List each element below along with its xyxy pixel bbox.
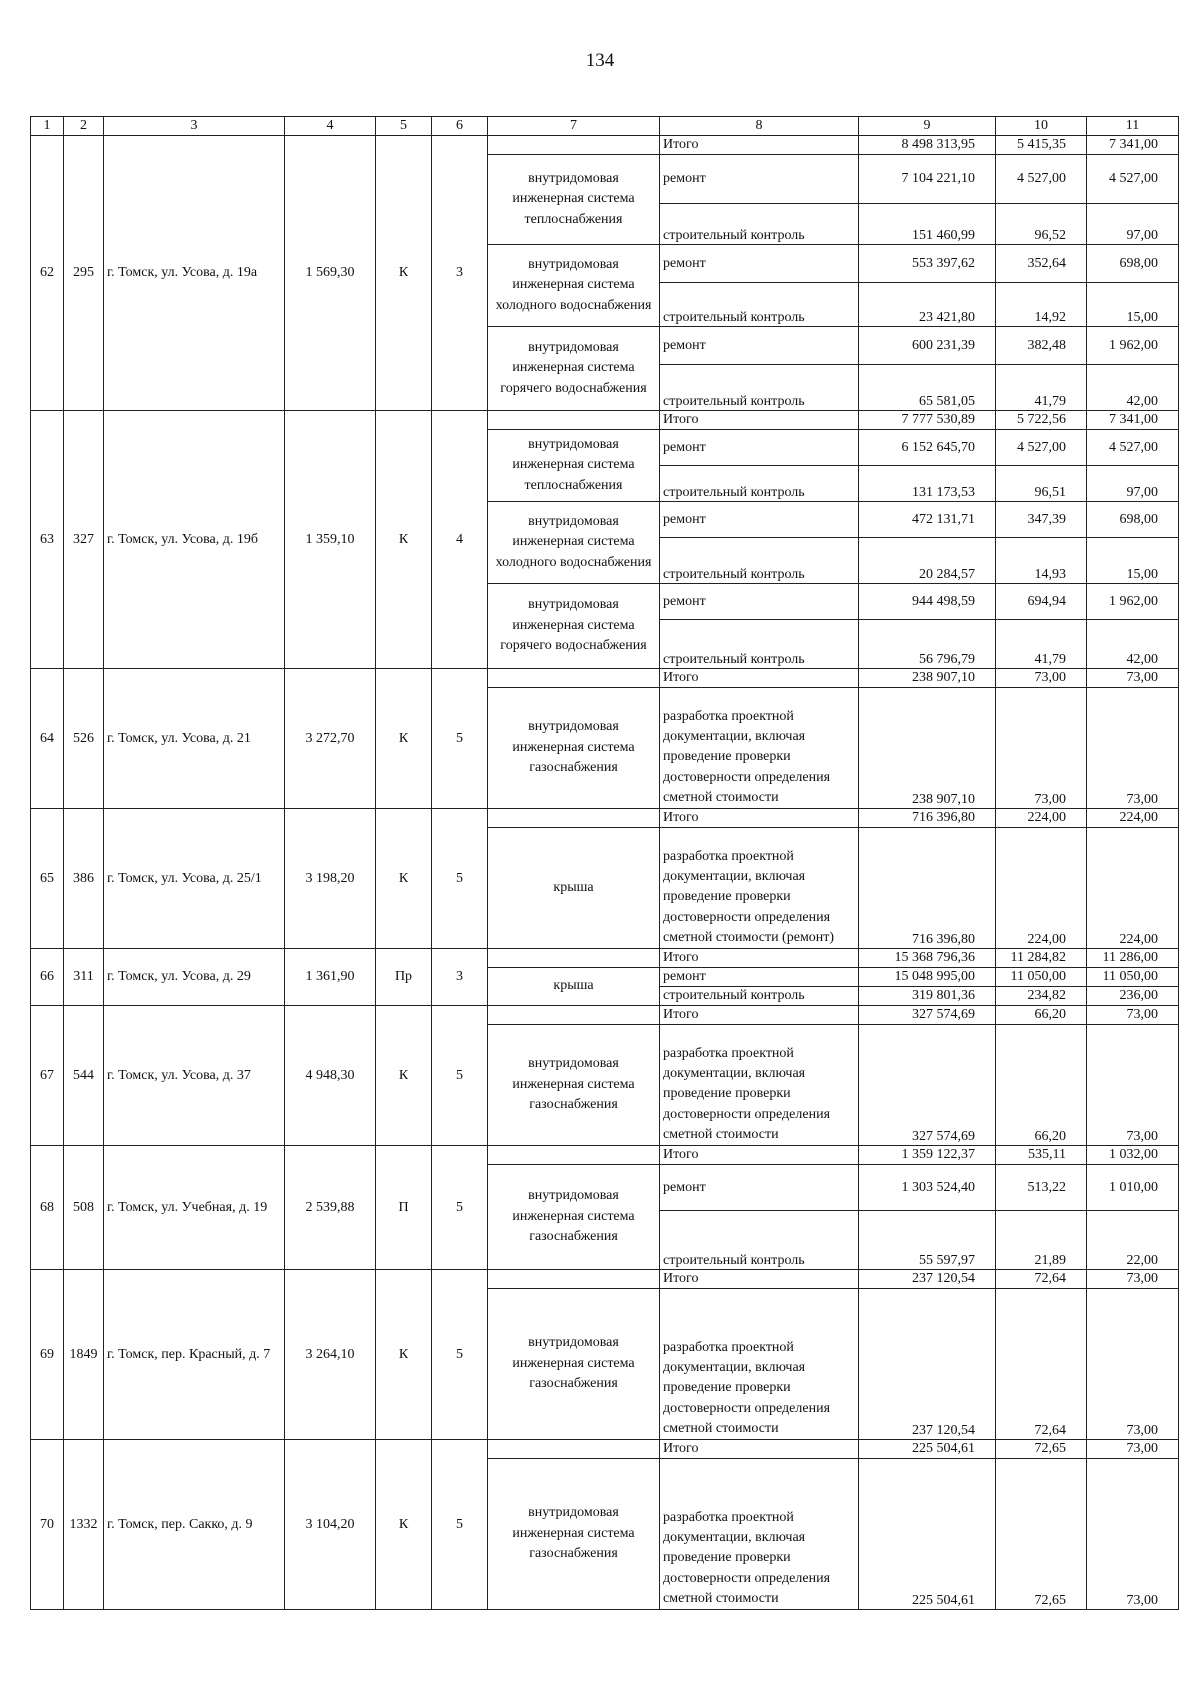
total-limit: 224,00	[1087, 809, 1179, 828]
work-type: ремонт	[660, 155, 859, 204]
work-type: разработка проектной документации, включая проведение проверки достоверности определения сметной стоимости	[660, 1025, 859, 1146]
total-per-m2: 535,11	[996, 1146, 1087, 1165]
per-m2: 21,89	[996, 1211, 1087, 1270]
cost: 55 597,97	[859, 1211, 996, 1270]
col-header-8: 8	[660, 117, 859, 136]
address: г. Томск, пер. Сакко, д. 9	[104, 1440, 285, 1610]
limit: 42,00	[1087, 365, 1179, 411]
cost: 1 303 524,40	[859, 1165, 996, 1211]
area: 1 361,90	[285, 949, 376, 1006]
work-type: разработка проектной документации, включая проведение проверки достоверности определения сметной стоимости	[660, 688, 859, 809]
header-row	[31, 117, 1179, 136]
system-name: внутридомовая инженерная система газоснабжения	[488, 1165, 660, 1270]
system-name: крыша	[488, 968, 660, 1006]
row-number: 68	[31, 1146, 64, 1270]
area: 1 359,10	[285, 411, 376, 669]
address: г. Томск, ул. Усова, д. 21	[104, 669, 285, 809]
total-per-m2: 11 284,82	[996, 949, 1087, 968]
limit: 73,00	[1087, 1459, 1179, 1610]
cost: 131 173,53	[859, 466, 996, 502]
total-cost: 8 498 313,95	[859, 136, 996, 155]
cost: 238 907,10	[859, 688, 996, 809]
col-header-5: 5	[376, 117, 432, 136]
total-limit: 7 341,00	[1087, 136, 1179, 155]
limit: 1 962,00	[1087, 327, 1179, 365]
total-cost: 225 504,61	[859, 1440, 996, 1459]
cost: 600 231,39	[859, 327, 996, 365]
system-name: внутридомовая инженерная система газоснабжения	[488, 1289, 660, 1440]
total-per-m2: 5 415,35	[996, 136, 1087, 155]
limit: 15,00	[1087, 538, 1179, 584]
per-m2: 382,48	[996, 327, 1087, 365]
work-type: ремонт	[660, 1165, 859, 1211]
per-m2: 352,64	[996, 245, 1087, 283]
house-code: 295	[64, 136, 104, 411]
total-limit: 11 286,00	[1087, 949, 1179, 968]
work-type: разработка проектной документации, включая проведение проверки достоверности определения сметной стоимости (ремонт)	[660, 828, 859, 949]
row-number: 66	[31, 949, 64, 1006]
area: 2 539,88	[285, 1146, 376, 1270]
limit: 97,00	[1087, 204, 1179, 245]
col-header-3: 3	[104, 117, 285, 136]
per-m2: 96,51	[996, 466, 1087, 502]
per-m2: 41,79	[996, 620, 1087, 669]
total-per-m2: 72,64	[996, 1270, 1087, 1289]
per-m2: 66,20	[996, 1025, 1087, 1146]
total-label: Итого	[660, 669, 859, 688]
address: г. Томск, ул. Усова, д. 25/1	[104, 809, 285, 949]
work-type: ремонт	[660, 584, 859, 620]
work-type: строительный контроль	[660, 283, 859, 327]
col-header-4: 4	[285, 117, 376, 136]
work-type: ремонт	[660, 968, 859, 987]
per-m2: 96,52	[996, 204, 1087, 245]
empty-cell	[488, 136, 660, 155]
table-row	[31, 1146, 1179, 1165]
limit: 97,00	[1087, 466, 1179, 502]
total-label: Итого	[660, 809, 859, 828]
cost: 20 284,57	[859, 538, 996, 584]
limit: 42,00	[1087, 620, 1179, 669]
wall-type: К	[376, 136, 432, 411]
work-type: ремонт	[660, 502, 859, 538]
cost: 319 801,36	[859, 987, 996, 1006]
cost: 7 104 221,10	[859, 155, 996, 204]
per-m2: 694,94	[996, 584, 1087, 620]
col-header-11: 11	[1087, 117, 1179, 136]
total-label: Итого	[660, 136, 859, 155]
cost: 944 498,59	[859, 584, 996, 620]
address: г. Томск, ул. Усова, д. 29	[104, 949, 285, 1006]
limit: 224,00	[1087, 828, 1179, 949]
empty-cell	[488, 411, 660, 430]
area: 3 272,70	[285, 669, 376, 809]
system-name: внутридомовая инженерная система теплоснабжения	[488, 430, 660, 502]
wall-type: К	[376, 1440, 432, 1610]
limit: 11 050,00	[1087, 968, 1179, 987]
system-name: внутридомовая инженерная система холодного водоснабжения	[488, 502, 660, 584]
system-name: внутридомовая инженерная система горячего водоснабжения	[488, 584, 660, 669]
area: 3 198,20	[285, 809, 376, 949]
total-per-m2: 73,00	[996, 669, 1087, 688]
floors: 3	[432, 949, 488, 1006]
per-m2: 41,79	[996, 365, 1087, 411]
table-row	[31, 136, 1179, 155]
table-row	[31, 809, 1179, 828]
address: г. Томск, пер. Красный, д. 7	[104, 1270, 285, 1440]
wall-type: П	[376, 1146, 432, 1270]
per-m2: 73,00	[996, 688, 1087, 809]
col-header-1: 1	[31, 117, 64, 136]
page-number: 134	[585, 50, 615, 71]
limit: 1 010,00	[1087, 1165, 1179, 1211]
row-number: 63	[31, 411, 64, 669]
area: 1 569,30	[285, 136, 376, 411]
cost: 65 581,05	[859, 365, 996, 411]
empty-cell	[488, 809, 660, 828]
work-type: строительный контроль	[660, 620, 859, 669]
cost: 472 131,71	[859, 502, 996, 538]
total-label: Итого	[660, 411, 859, 430]
total-cost: 238 907,10	[859, 669, 996, 688]
wall-type: К	[376, 1006, 432, 1146]
col-header-9: 9	[859, 117, 996, 136]
total-per-m2: 224,00	[996, 809, 1087, 828]
total-limit: 73,00	[1087, 1270, 1179, 1289]
empty-cell	[488, 1440, 660, 1459]
total-limit: 73,00	[1087, 1440, 1179, 1459]
address: г. Томск, ул. Усова, д. 19а	[104, 136, 285, 411]
empty-cell	[488, 1270, 660, 1289]
row-number: 70	[31, 1440, 64, 1610]
per-m2: 11 050,00	[996, 968, 1087, 987]
system-name: внутридомовая инженерная система газоснабжения	[488, 1459, 660, 1610]
total-cost: 1 359 122,37	[859, 1146, 996, 1165]
house-code: 1849	[64, 1270, 104, 1440]
work-type: ремонт	[660, 245, 859, 283]
row-number: 67	[31, 1006, 64, 1146]
work-type: строительный контроль	[660, 466, 859, 502]
wall-type: К	[376, 411, 432, 669]
total-cost: 237 120,54	[859, 1270, 996, 1289]
wall-type: К	[376, 669, 432, 809]
row-number: 69	[31, 1270, 64, 1440]
house-code: 1332	[64, 1440, 104, 1610]
address: г. Томск, ул. Усова, д. 37	[104, 1006, 285, 1146]
house-code: 544	[64, 1006, 104, 1146]
work-type: строительный контроль	[660, 365, 859, 411]
system-name: внутридомовая инженерная система холодного водоснабжения	[488, 245, 660, 327]
cost: 23 421,80	[859, 283, 996, 327]
cost: 237 120,54	[859, 1289, 996, 1440]
total-label: Итого	[660, 1146, 859, 1165]
cost: 225 504,61	[859, 1459, 996, 1610]
system-name: внутридомовая инженерная система газоснабжения	[488, 1025, 660, 1146]
row-number: 64	[31, 669, 64, 809]
col-header-6: 6	[432, 117, 488, 136]
cost: 716 396,80	[859, 828, 996, 949]
work-type: строительный контроль	[660, 987, 859, 1006]
row-number: 62	[31, 136, 64, 411]
per-m2: 72,64	[996, 1289, 1087, 1440]
limit: 73,00	[1087, 688, 1179, 809]
work-type: строительный контроль	[660, 538, 859, 584]
total-limit: 1 032,00	[1087, 1146, 1179, 1165]
floors: 5	[432, 1006, 488, 1146]
cost: 56 796,79	[859, 620, 996, 669]
total-label: Итого	[660, 1270, 859, 1289]
wall-type: Пр	[376, 949, 432, 1006]
total-cost: 15 368 796,36	[859, 949, 996, 968]
total-per-m2: 5 722,56	[996, 411, 1087, 430]
total-limit: 73,00	[1087, 1006, 1179, 1025]
per-m2: 14,92	[996, 283, 1087, 327]
cost: 15 048 995,00	[859, 968, 996, 987]
per-m2: 14,93	[996, 538, 1087, 584]
col-header-2: 2	[64, 117, 104, 136]
wall-type: К	[376, 809, 432, 949]
cost: 553 397,62	[859, 245, 996, 283]
limit: 4 527,00	[1087, 430, 1179, 466]
work-type: строительный контроль	[660, 1211, 859, 1270]
floors: 5	[432, 669, 488, 809]
empty-cell	[488, 949, 660, 968]
address: г. Томск, ул. Усова, д. 19б	[104, 411, 285, 669]
floors: 3	[432, 136, 488, 411]
table-row	[31, 669, 1179, 688]
total-label: Итого	[660, 949, 859, 968]
floors: 5	[432, 1440, 488, 1610]
area: 3 104,20	[285, 1440, 376, 1610]
house-code: 508	[64, 1146, 104, 1270]
per-m2: 347,39	[996, 502, 1087, 538]
total-per-m2: 72,65	[996, 1440, 1087, 1459]
address: г. Томск, ул. Учебная, д. 19	[104, 1146, 285, 1270]
system-name: внутридомовая инженерная система газоснабжения	[488, 688, 660, 809]
limit: 236,00	[1087, 987, 1179, 1006]
empty-cell	[488, 1006, 660, 1025]
limit: 4 527,00	[1087, 155, 1179, 204]
total-limit: 73,00	[1087, 669, 1179, 688]
table-row	[31, 1270, 1179, 1289]
floors: 5	[432, 809, 488, 949]
work-type: ремонт	[660, 430, 859, 466]
limit: 15,00	[1087, 283, 1179, 327]
total-cost: 716 396,80	[859, 809, 996, 828]
total-label: Итого	[660, 1440, 859, 1459]
system-name: внутридомовая инженерная система горячего водоснабжения	[488, 327, 660, 411]
floors: 5	[432, 1146, 488, 1270]
area: 4 948,30	[285, 1006, 376, 1146]
floors: 5	[432, 1270, 488, 1440]
wall-type: К	[376, 1270, 432, 1440]
col-header-10: 10	[996, 117, 1087, 136]
work-type: ремонт	[660, 327, 859, 365]
work-type: разработка проектной документации, включая проведение проверки достоверности определения сметной стоимости	[660, 1459, 859, 1610]
empty-cell	[488, 1146, 660, 1165]
limit: 73,00	[1087, 1025, 1179, 1146]
cost: 151 460,99	[859, 204, 996, 245]
floors: 4	[432, 411, 488, 669]
total-cost: 327 574,69	[859, 1006, 996, 1025]
table-row	[31, 411, 1179, 430]
total-cost: 7 777 530,89	[859, 411, 996, 430]
per-m2: 4 527,00	[996, 155, 1087, 204]
work-type: строительный контроль	[660, 204, 859, 245]
total-per-m2: 66,20	[996, 1006, 1087, 1025]
total-limit: 7 341,00	[1087, 411, 1179, 430]
house-code: 327	[64, 411, 104, 669]
table-row	[31, 949, 1179, 968]
house-code: 386	[64, 809, 104, 949]
table-row	[31, 1006, 1179, 1025]
total-label: Итого	[660, 1006, 859, 1025]
house-code: 526	[64, 669, 104, 809]
system-name: крыша	[488, 828, 660, 949]
per-m2: 72,65	[996, 1459, 1087, 1610]
system-name: внутридомовая инженерная система теплоснабжения	[488, 155, 660, 245]
limit: 698,00	[1087, 502, 1179, 538]
work-type: разработка проектной документации, включая проведение проверки достоверности определения сметной стоимости	[660, 1289, 859, 1440]
limit: 1 962,00	[1087, 584, 1179, 620]
limit: 698,00	[1087, 245, 1179, 283]
limit: 22,00	[1087, 1211, 1179, 1270]
empty-cell	[488, 669, 660, 688]
cost: 6 152 645,70	[859, 430, 996, 466]
table-row	[31, 1440, 1179, 1459]
col-header-7: 7	[488, 117, 660, 136]
limit: 73,00	[1087, 1289, 1179, 1440]
capital-repair-table	[30, 116, 1179, 1610]
per-m2: 224,00	[996, 828, 1087, 949]
area: 3 264,10	[285, 1270, 376, 1440]
per-m2: 4 527,00	[996, 430, 1087, 466]
cost: 327 574,69	[859, 1025, 996, 1146]
per-m2: 234,82	[996, 987, 1087, 1006]
per-m2: 513,22	[996, 1165, 1087, 1211]
house-code: 311	[64, 949, 104, 1006]
row-number: 65	[31, 809, 64, 949]
